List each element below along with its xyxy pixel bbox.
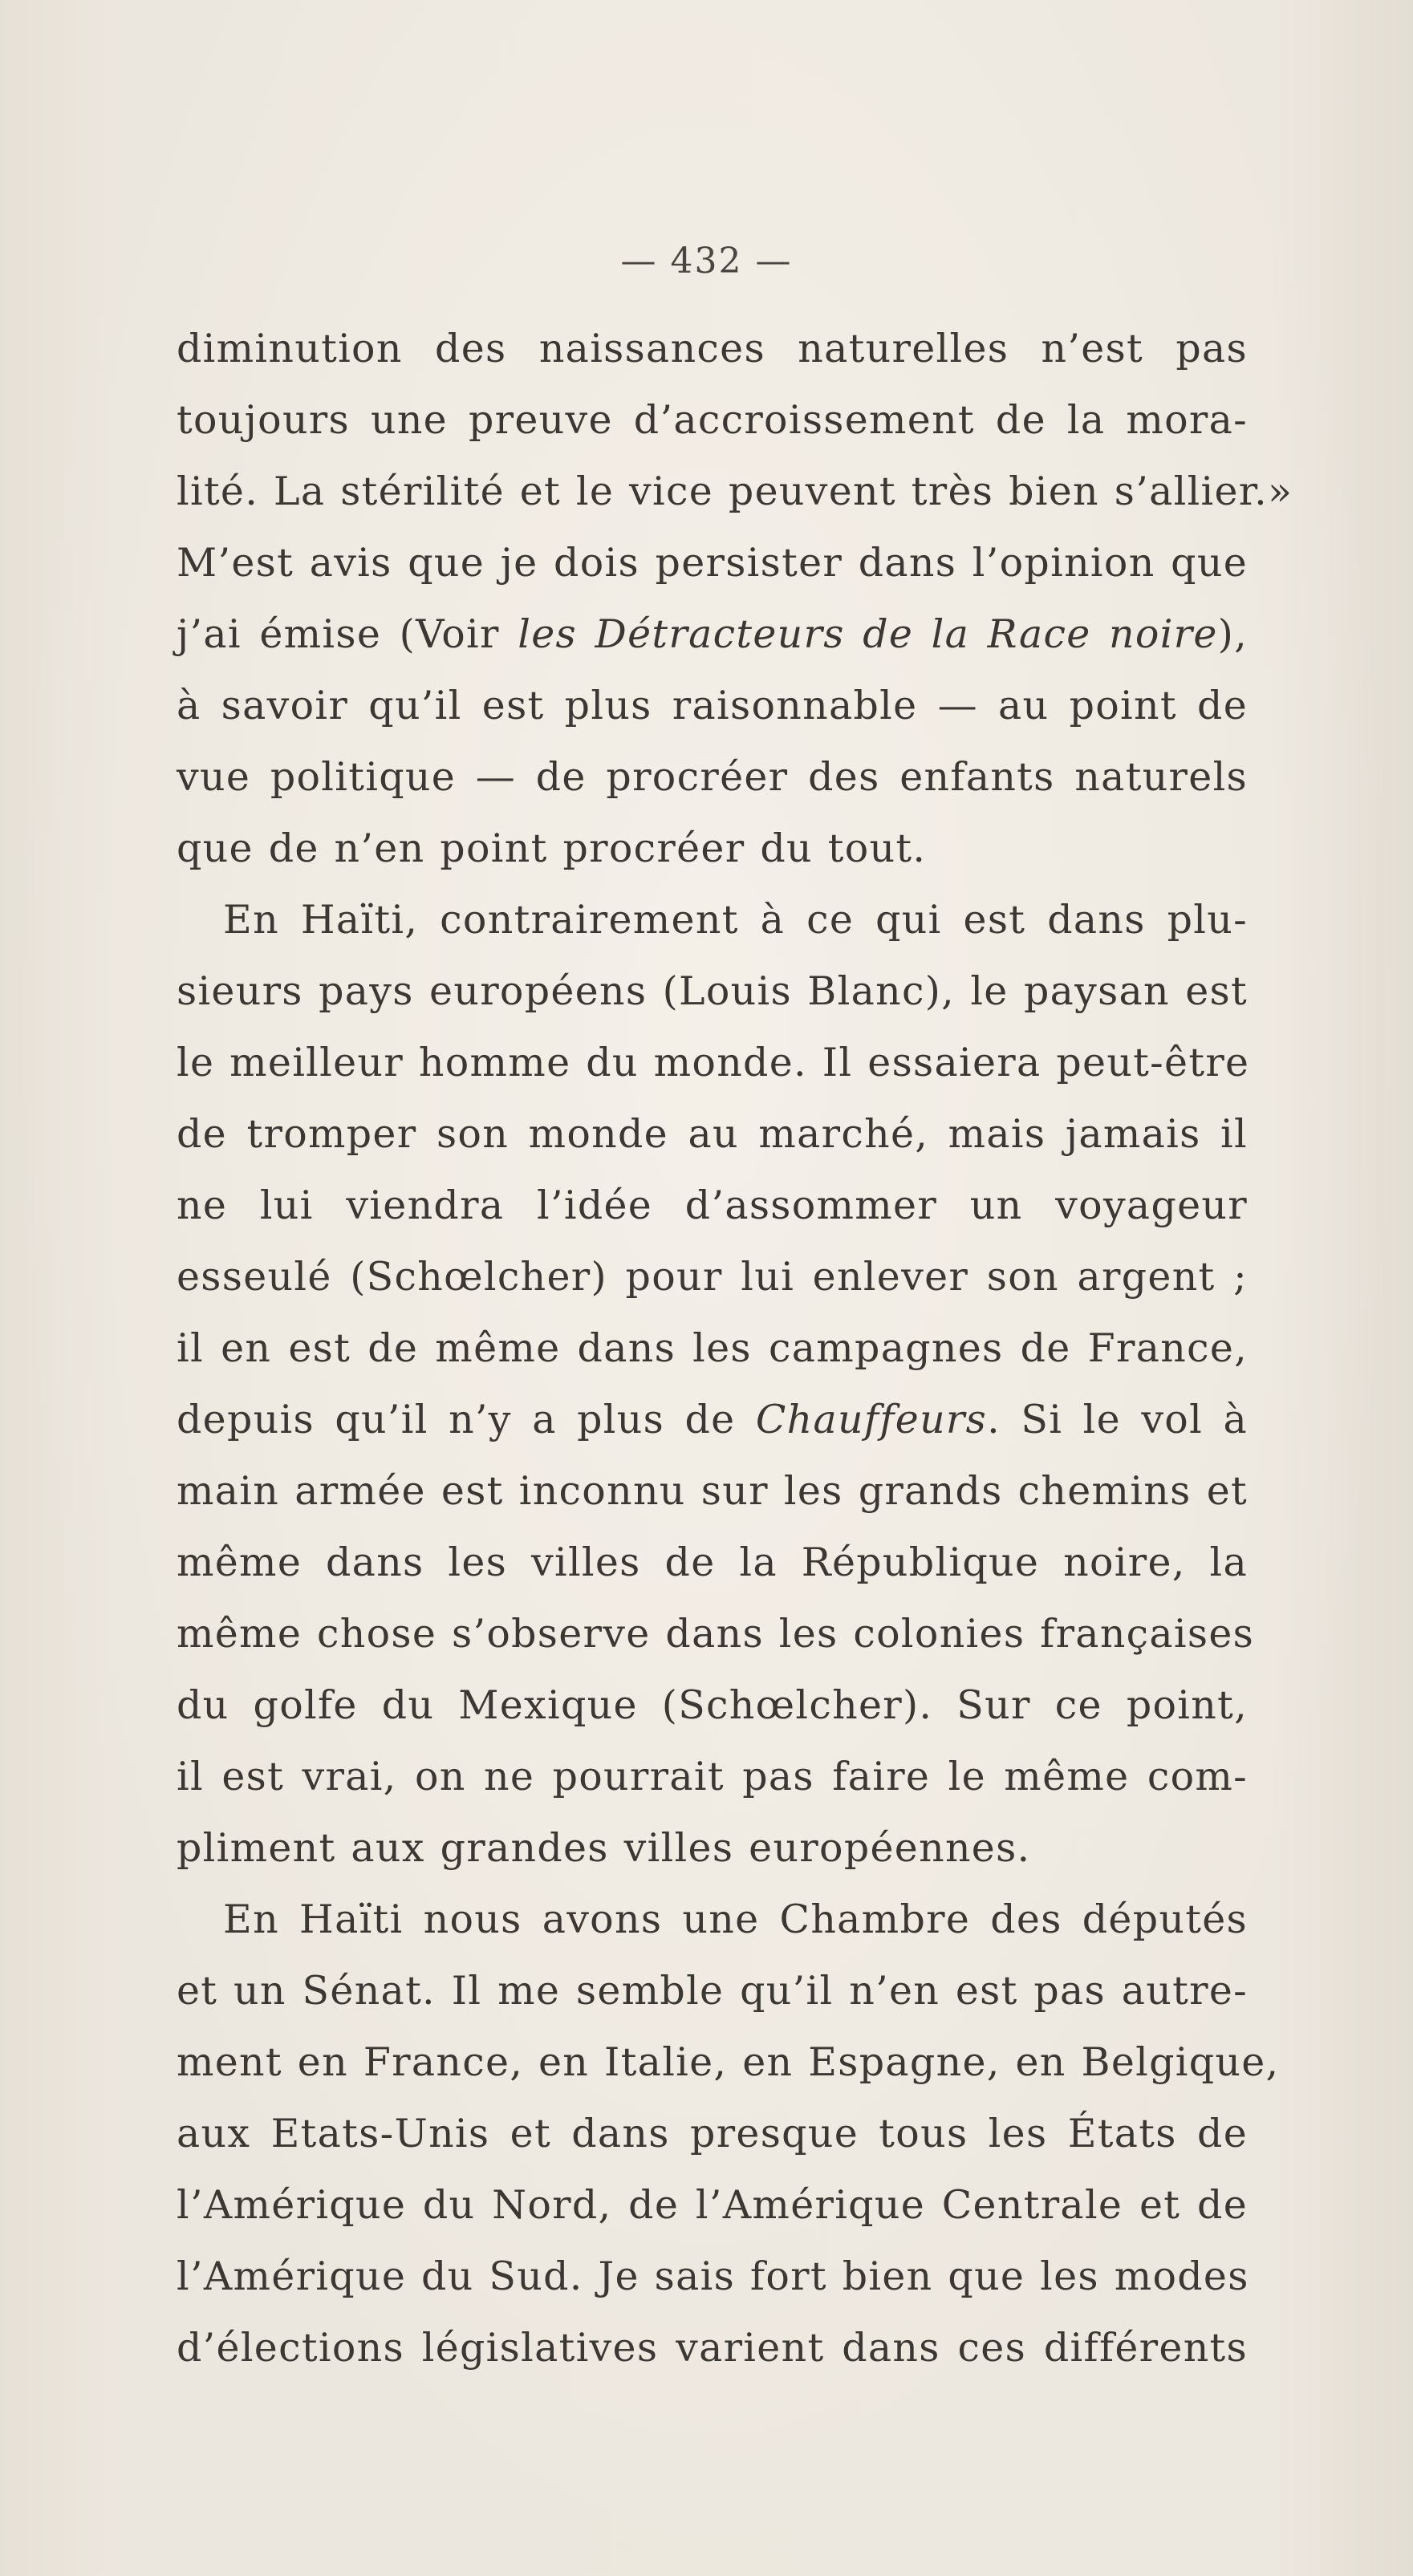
text-line: et un Sénat. Il me semble qu’il n’en est pas autre- — [177, 1968, 1248, 2014]
text-line: aux Etats-Unis et dans presque tous les États de — [177, 2111, 1248, 2156]
text-line: il en est de même dans les campagnes de France, — [177, 1325, 1248, 1371]
text-line: du golfe du Mexique (Schœlcher). Sur ce point, — [177, 1682, 1248, 1728]
text-line: En Haïti nous avons une Chambre des députés — [223, 1897, 1248, 1942]
text-line: vue politique — de procréer des enfants naturels — [177, 754, 1248, 800]
text-line: diminution des naissances naturelles n’est pas — [177, 326, 1248, 371]
text-line: ment en France, en Italie, en Espagne, en Belgique, — [177, 2039, 1280, 2085]
text-line: main armée est inconnu sur les grands chemins et — [177, 1468, 1248, 1514]
body-text — [177, 313, 1293, 2383]
text-line: En Haïti, contrairement à ce qui est dans plu- — [223, 897, 1248, 943]
text-line: depuis qu’il n’y a plus de Chauffeurs. Si le vol à — [177, 1397, 1248, 1442]
text-line: d’élections législatives varient dans ces différents — [177, 2325, 1248, 2371]
text-line: sieurs pays européens (Louis Blanc), le paysan est — [177, 968, 1248, 1014]
text-line: le meilleur homme du monde. Il essaiera peut-être — [177, 1040, 1250, 1085]
page-number: — 432 — — [620, 241, 793, 282]
text-line: même dans les villes de la République noire, la — [177, 1540, 1248, 1585]
text-line: l’Amérique du Nord, de l’Amérique Centrale et de — [177, 2182, 1248, 2228]
book-title-italic: les Détracteurs de la Race noire — [518, 611, 1218, 657]
text-line: il est vrai, on ne pourrait pas faire le même com- — [177, 1754, 1248, 1799]
text-line: à savoir qu’il est plus raisonnable — au point de — [177, 683, 1248, 728]
text-line: M’est avis que je dois persister dans l’opinion que — [177, 540, 1248, 586]
text-line: j’ai émise (Voir les Détracteurs de la Race noire), — [177, 611, 1248, 657]
text-line: ne lui viendra l’idée d’assommer un voyageur — [177, 1183, 1248, 1228]
italic-term: Chauffeurs — [755, 1397, 988, 1442]
text-line: de tromper son monde au marché, mais jamais il — [177, 1111, 1248, 1157]
text-line: esseulé (Schœlcher) pour lui enlever son argent ; — [177, 1254, 1248, 1300]
text-line: même chose s’observe dans les colonies françaises — [177, 1611, 1255, 1657]
text-line: pliment aux grandes villes européennes. — [177, 1825, 1031, 1871]
text-line: toujours une preuve d’accroissement de la mora- — [177, 397, 1248, 443]
text-line: l’Amérique du Sud. Je sais fort bien que les modes — [177, 2253, 1249, 2299]
text-line: lité. La stérilité et le vice peuvent très bien s’allier.» — [177, 469, 1293, 514]
text-line: que de n’en point procréer du tout. — [177, 826, 927, 871]
